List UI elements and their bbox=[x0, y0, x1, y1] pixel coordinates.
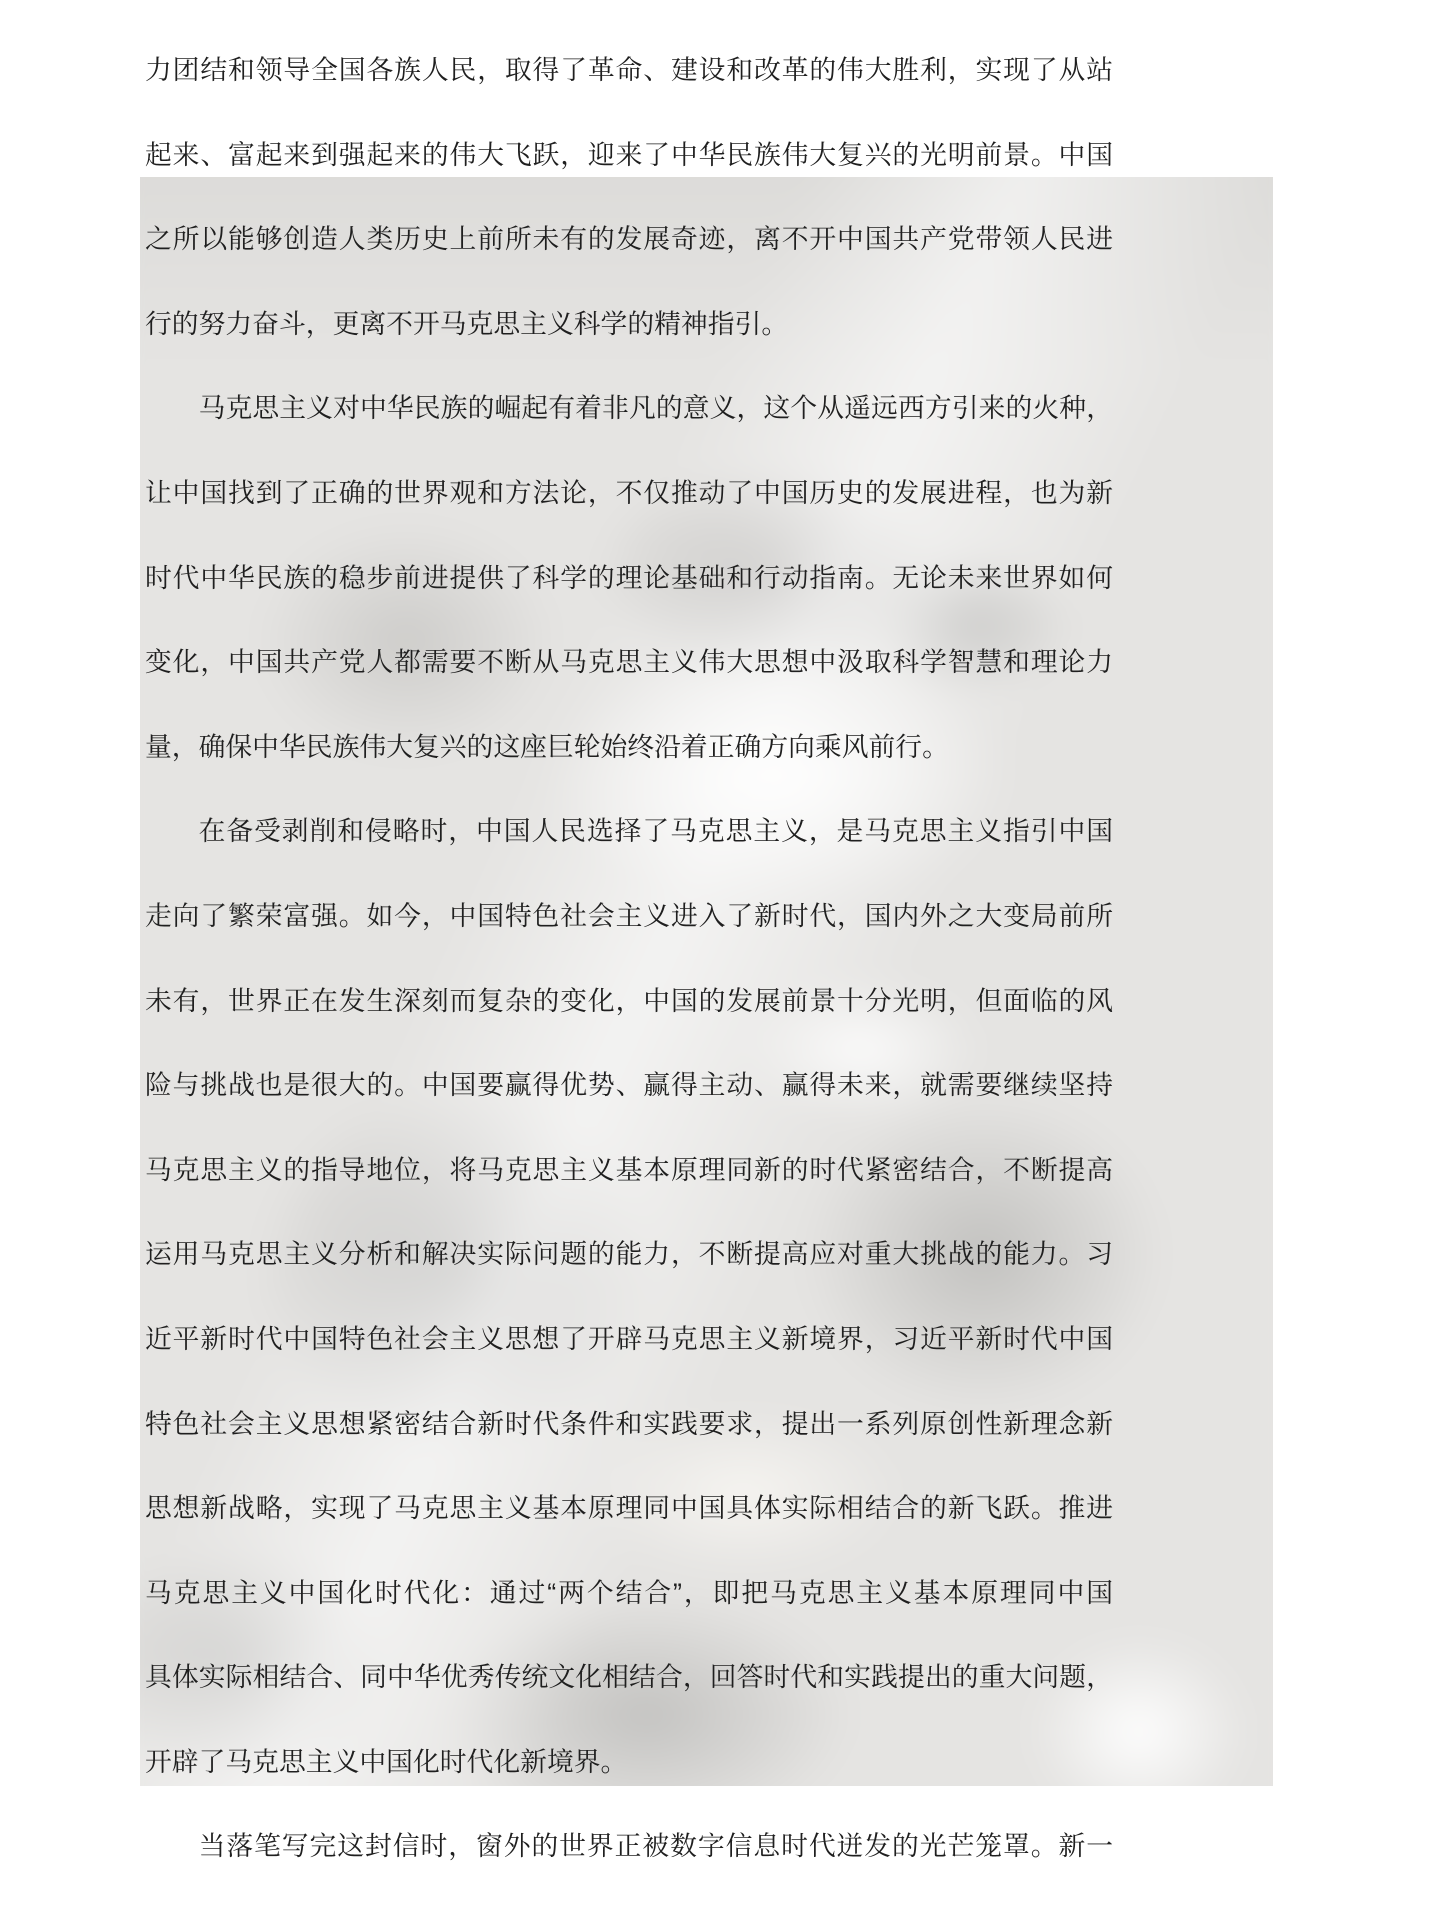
text-line: 开辟了马克思主义中国化时代化新境界。 bbox=[145, 1746, 628, 1777]
text-line: 走向了繁荣富强。如今，中国特色社会主义进入了新时代，国内外之大变局前所 bbox=[145, 900, 1113, 931]
text-line: 近平新时代中国特色社会主义思想了开辟马克思主义新境界，习近平新时代中国 bbox=[145, 1323, 1113, 1354]
text-line: 让中国找到了正确的世界观和方法论，不仅推动了中国历史的发展进程，也为新 bbox=[145, 477, 1113, 508]
text-line: 力团结和领导全国各族人民，取得了革命、建设和改革的伟大胜利，实现了从站 bbox=[145, 55, 1113, 85]
text-line: 当落笔写完这封信时，窗外的世界正被数字信息时代迸发的光芒笼罩。新一 bbox=[198, 1831, 1113, 1862]
text-line: 未有，世界正在发生深刻而复杂的变化，中国的发展前景十分光明，但面临的风 bbox=[145, 985, 1113, 1016]
text-line: 变化，中国共产党人都需要不断从马克思主义伟大思想中汲取科学智慧和理论力 bbox=[145, 647, 1113, 678]
text-line: 马克思主义对中华民族的崛起有着非凡的意义，这个从遥远西方引来的火种， bbox=[198, 393, 1113, 424]
text-line: 时代中华民族的稳步前进提供了科学的理论基础和行动指南。无论未来世界如何 bbox=[145, 562, 1113, 593]
text-line: 量，确保中华民族伟大复兴的这座巨轮始终沿着正确方向乘风前行。 bbox=[145, 731, 949, 762]
text-line: 马克思主义中国化时代化：通过“两个结合”，即把马克思主义基本原理同中国 bbox=[145, 1577, 1113, 1608]
text-line: 特色社会主义思想紧密结合新时代条件和实践要求，提出一系列原创性新理念新 bbox=[145, 1408, 1113, 1439]
text-line: 具体实际相结合、同中华优秀传统文化相结合，回答时代和实践提出的重大问题， bbox=[145, 1662, 1113, 1693]
text-line: 马克思主义的指导地位，将马克思主义基本原理同新的时代紧密结合，不断提高 bbox=[145, 1154, 1113, 1185]
text-line: 之所以能够创造人类历史上前所未有的发展奇迹，离不开中国共产党带领人民进 bbox=[145, 224, 1113, 255]
text-line: 起来、富起来到强起来的伟大飞跃，迎来了中华民族伟大复兴的光明前景。中国 bbox=[145, 139, 1113, 170]
text-line: 思想新战略，实现了马克思主义基本原理同中国具体实际相结合的新飞跃。推进 bbox=[145, 1493, 1113, 1524]
text-line: 在备受剥削和侵略时，中国人民选择了马克思主义，是马克思主义指引中国 bbox=[198, 816, 1113, 847]
text-line: 行的努力奋斗，更离不开马克思主义科学的精神指引。 bbox=[145, 308, 789, 339]
document-body bbox=[145, 28, 1113, 1889]
text-line: 险与挑战也是很大的。中国要赢得优势、赢得主动、赢得未来，就需要继续坚持 bbox=[145, 1070, 1113, 1101]
text-line: 运用马克思主义分析和解决实际问题的能力，不断提高应对重大挑战的能力。习 bbox=[145, 1239, 1113, 1270]
